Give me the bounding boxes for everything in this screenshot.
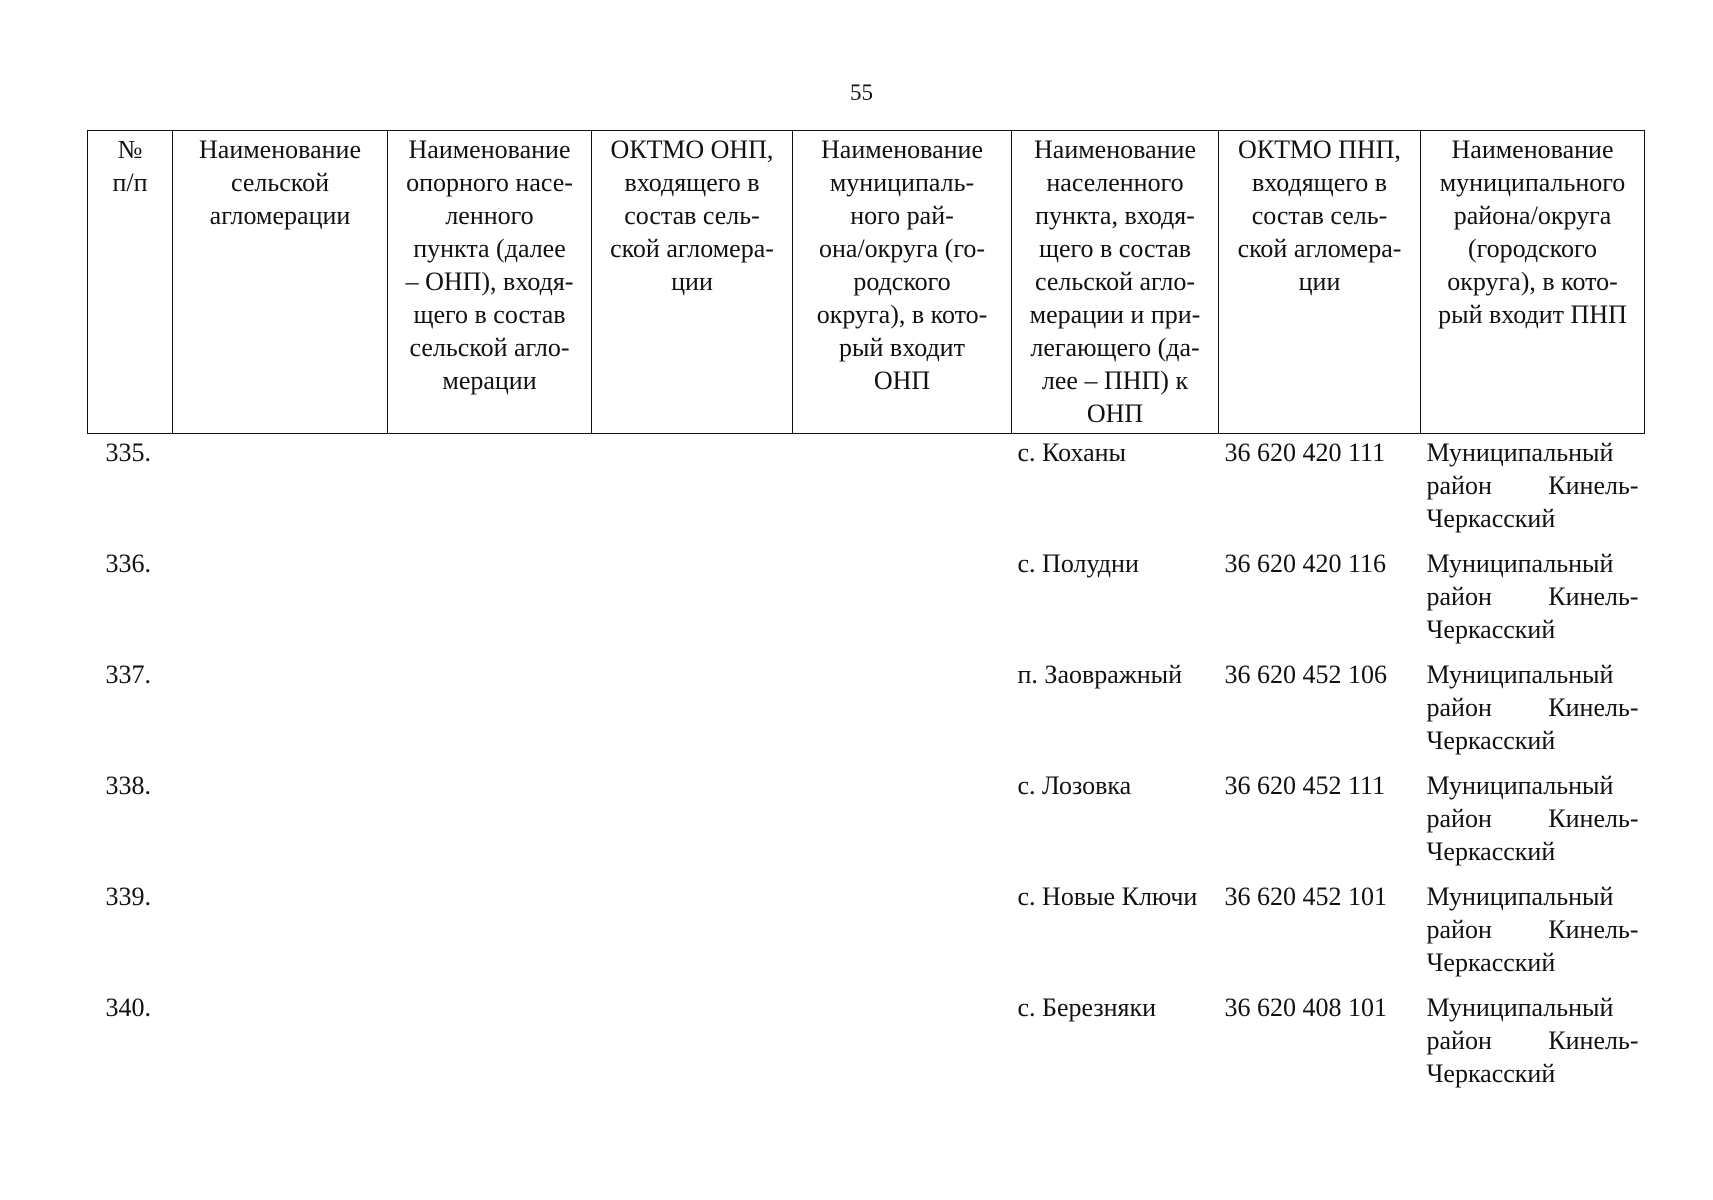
onp-district-cell (793, 767, 1012, 878)
header-agglomeration-name: Наименование сельской агломерации (173, 131, 388, 434)
header-onp-district: Наименование муниципаль- ного рай- она/округа (го- родского округа), в кото- рый входит ОНП (793, 131, 1012, 434)
pnp-district-cell: Муниципальный район Кинель-Черкасский (1426, 882, 1639, 977)
onp-oktmo-cell (592, 767, 793, 878)
agglomeration-name-cell (173, 434, 388, 546)
agglomeration-name-cell (173, 878, 388, 989)
onp-district-cell (793, 434, 1012, 546)
row-number: 340. (105, 993, 151, 1022)
onp-oktmo-cell (592, 434, 793, 546)
onp-name-cell (388, 434, 592, 546)
pnp-oktmo-cell: 36 620 452 101 (1224, 882, 1387, 911)
agglomeration-name-cell (173, 545, 388, 656)
agglomeration-name-cell (173, 656, 388, 767)
table-row (88, 989, 1645, 1100)
header-onp-oktmo: ОКТМО ОНП, входящего в состав сель- ской агломера- ции (592, 131, 793, 434)
pnp-name-cell: с. Коханы (1017, 438, 1127, 467)
agglomeration-name-cell (173, 989, 388, 1100)
onp-district-cell (793, 656, 1012, 767)
onp-oktmo-cell (592, 878, 793, 989)
header-pnp-district: Наименование муниципального района/округа (городского округа), в кото- рый входит ПНП (1421, 131, 1645, 434)
pnp-oktmo-cell: 36 620 420 116 (1224, 549, 1387, 578)
pnp-district-cell: Муниципальный район Кинель-Черкасский (1426, 438, 1639, 533)
row-number: 335. (105, 438, 151, 467)
pnp-oktmo-cell: 36 620 420 111 (1224, 438, 1386, 467)
onp-oktmo-cell (592, 656, 793, 767)
row-number: 339. (105, 882, 151, 911)
header-pnp-name: Наименование населенного пункта, входя- щего в состав сельской агло- мерации и при- легающего (да- лее – ПНП) к ОНП (1012, 131, 1219, 434)
table-row (88, 767, 1645, 878)
table-row (88, 878, 1645, 989)
onp-oktmo-cell (592, 545, 793, 656)
table-header-row (88, 131, 1645, 434)
pnp-name-cell: с. Березняки (1017, 993, 1157, 1022)
pnp-district-cell: Муниципальный район Кинель-Черкасский (1426, 771, 1639, 866)
onp-district-cell (793, 989, 1012, 1100)
onp-oktmo-cell (592, 989, 793, 1100)
onp-name-cell (388, 989, 592, 1100)
onp-name-cell (388, 878, 592, 989)
onp-district-cell (793, 878, 1012, 989)
onp-name-cell (388, 545, 592, 656)
agglomeration-name-cell (173, 767, 388, 878)
pnp-district-cell: Муниципальный район Кинель-Черкасский (1426, 993, 1639, 1088)
pnp-district-cell: Муниципальный район Кинель-Черкасский (1426, 660, 1639, 755)
header-number: № п/п (88, 131, 173, 434)
pnp-name-cell: с. Новые Ключи (1017, 882, 1198, 911)
table-row (88, 656, 1645, 767)
header-pnp-oktmo: ОКТМО ПНП, входящего в состав сель- ской агломера- ции (1219, 131, 1421, 434)
pnp-name-cell: п. Заовражный (1017, 660, 1183, 689)
row-number: 338. (105, 771, 151, 800)
pnp-oktmo-cell: 36 620 408 101 (1224, 993, 1387, 1022)
pnp-name-cell: с. Лозовка (1017, 771, 1132, 800)
onp-name-cell (388, 767, 592, 878)
row-number: 336. (105, 549, 151, 578)
page-number: 55 (850, 80, 873, 105)
pnp-name-cell: с. Полудни (1017, 549, 1139, 578)
onp-district-cell (793, 545, 1012, 656)
table-row (88, 434, 1645, 546)
agglomeration-table (87, 130, 1645, 1100)
header-onp-name: Наименование опорного насе- ленного пункта (далее – ОНП), входя- щего в состав сельской агло- мерации (388, 131, 592, 434)
pnp-oktmo-cell: 36 620 452 111 (1224, 771, 1386, 800)
row-number: 337. (105, 660, 151, 689)
pnp-district-cell: Муниципальный район Кинель-Черкасский (1426, 549, 1639, 644)
table-row (88, 545, 1645, 656)
onp-name-cell (388, 656, 592, 767)
pnp-oktmo-cell: 36 620 452 106 (1224, 660, 1387, 689)
